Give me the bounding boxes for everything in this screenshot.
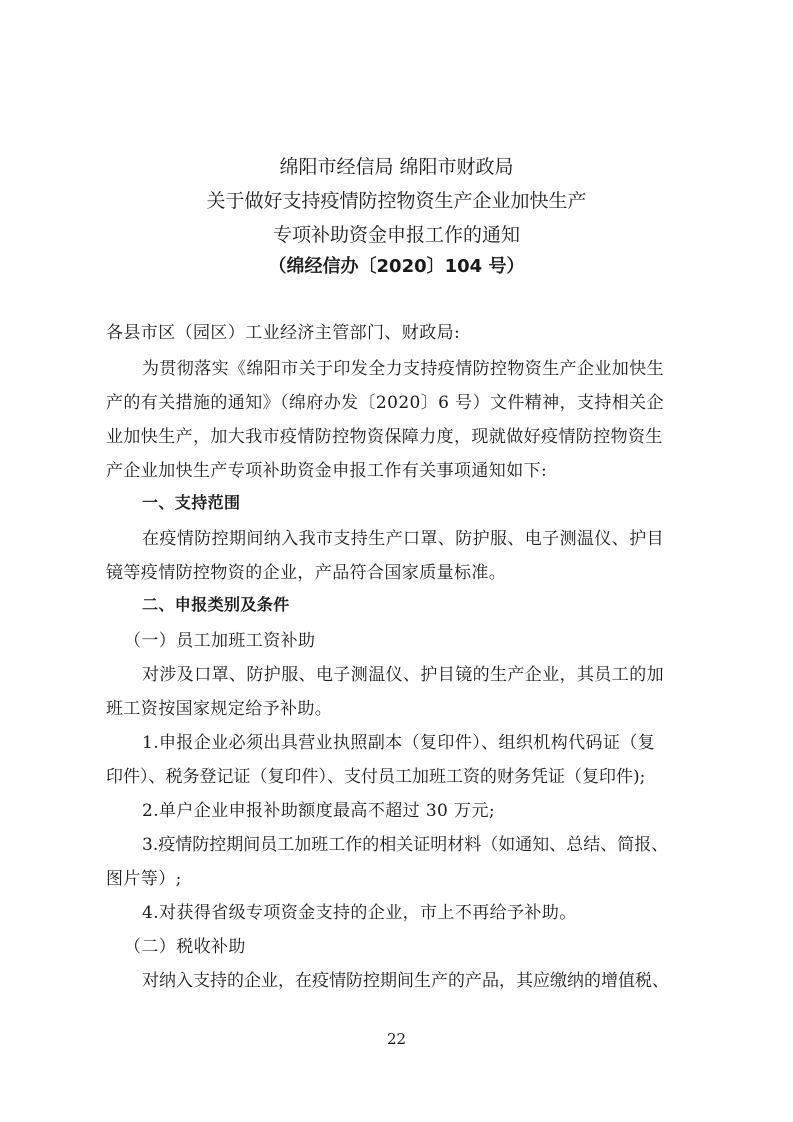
intro-line-4: 产企业加快生产专项补助资金申报工作有关事项通知如下:	[106, 461, 548, 481]
section-1-line-2: 镜等疫情防控物资的企业，产品符合国家质量标准。	[106, 563, 507, 583]
document-title-line-2: 专项补助资金申报工作的通知	[272, 224, 520, 246]
document-number: （绵经信办〔2020〕104 号）	[268, 256, 525, 277]
subsection-1-line-2: 班工资按国家规定给予补助。	[106, 699, 333, 719]
section-2-heading: 二、申报类别及条件	[142, 595, 290, 614]
page-number: 22	[386, 1030, 407, 1048]
subsection-2-heading: （二）税收补助	[124, 937, 246, 957]
section-1-line-1: 在疫情防控期间纳入我市支持生产口罩、防护服、电子测温仪、护目	[142, 529, 664, 549]
subsection-1-heading: （一）员工加班工资补助	[124, 631, 316, 651]
intro-line-1: 为贯彻落实《绵阳市关于印发全力支持疫情防控物资生产企业加快生	[142, 359, 664, 379]
document-title-line-1: 关于做好支持疫情防控物资生产企业加快生产	[206, 190, 587, 212]
item-2: 2.单户企业申报补助额度最高不超过 30 万元;	[142, 801, 495, 821]
item-1-line-2: 印件）、税务登记证（复印件）、支付员工加班工资的财务凭证（复印件);	[106, 767, 646, 787]
addressee: 各县市区（园区）工业经济主管部门、财政局:	[106, 323, 461, 343]
section-1-heading: 一、支持范围	[142, 493, 241, 512]
item-3-line-2: 图片等）;	[106, 869, 182, 889]
item-3-line-1: 3.疫情防控期间员工加班工作的相关证明材料（如通知、总结、简报、	[142, 835, 669, 855]
intro-line-3: 业加快生产，加大我市疫情防控物资保障力度，现就做好疫情防控物资生	[106, 427, 663, 447]
item-4: 4.对获得省级专项资金支持的企业，市上不再给予补助。	[142, 903, 577, 923]
issuers-line: 绵阳市经信局 绵阳市财政局	[279, 156, 514, 178]
subsection-2-line-1: 对纳入支持的企业，在疫情防控期间生产的产品，其应缴纳的增值税、	[142, 971, 669, 991]
item-1-line-1: 1.申报企业必须出具营业执照副本（复印件）、组织机构代码证（复	[142, 733, 656, 753]
intro-line-2: 产的有关措施的通知》（绵府办发〔2020〕6 号）文件精神，支持相关企	[106, 393, 664, 413]
subsection-1-line-1: 对涉及口罩、防护服、电子测温仪、护目镜的生产企业，其员工的加	[142, 665, 664, 685]
